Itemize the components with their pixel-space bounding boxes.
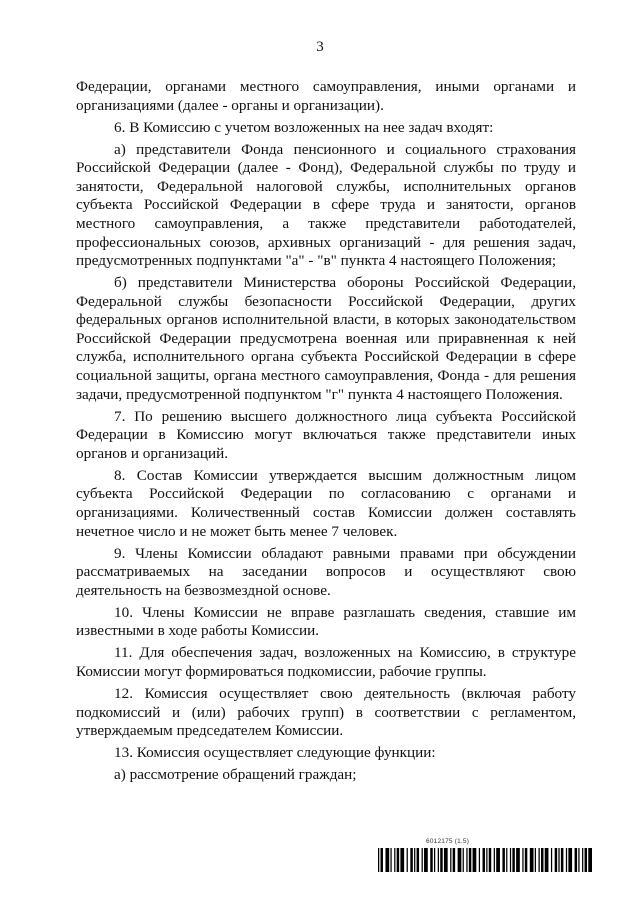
barcode-bar <box>566 848 567 872</box>
paragraph: а) рассмотрение обращений граждан; <box>114 766 357 784</box>
barcode-bar <box>525 848 527 872</box>
barcode-bar <box>466 848 467 872</box>
barcode-bar <box>378 848 379 872</box>
barcode-bar <box>394 848 395 872</box>
barcode-bar <box>568 848 572 872</box>
barcode-bar <box>438 848 439 872</box>
barcode-bar <box>578 848 579 872</box>
barcode-bar <box>450 848 451 872</box>
barcode-bar <box>575 848 577 872</box>
barcode-bar <box>510 848 511 872</box>
barcode-bar <box>410 848 412 872</box>
barcode-bar <box>483 848 485 872</box>
barcode-bar <box>444 848 448 872</box>
barcode-bar <box>486 848 487 872</box>
paragraph: 9. Члены Комиссии обладают равными правами при обсуждении рассматриваемых на заседании вопросов и осуществляют свою деятельность на безвозмездной основе. <box>76 544 576 599</box>
barcode-bar <box>414 848 415 872</box>
paragraph: 6. В Комиссию с учетом возложенных на нее задач входят: <box>114 118 494 136</box>
barcode-bar <box>407 848 408 872</box>
paragraph: 7. По решению высшего должностного лица субъекта Российской Федерации в Комиссию могут включаться также представители иных органов и организаций. <box>76 407 576 462</box>
barcode-bar <box>424 848 428 872</box>
barcode-bar <box>545 848 549 872</box>
paragraph: а) представители Фонда пенсионного и социального страхования Российской Федерации (далее - Фонд), Федеральной службы по труду и занятости, Федеральной налоговой службы, исполнительных органов субъекта Российской Федерации в сфере труда и занятости, органов местного самоуправления, а также представители работодателей, профессиональных союзов, архивных организаций - для решения задач, предусмотренных подпунктами "а" - "в" пункта 4 настоящего Положения; <box>76 140 576 270</box>
barcode-bar <box>585 848 587 872</box>
barcode-block <box>378 838 592 878</box>
barcode-bar <box>434 848 435 872</box>
barcode-bar <box>541 848 543 872</box>
barcode-bar <box>473 848 477 872</box>
document-body <box>76 78 576 788</box>
barcode-bar <box>535 848 536 872</box>
page-number: 3 <box>316 39 324 55</box>
barcode-bar <box>551 848 552 872</box>
barcode-bar <box>496 848 500 872</box>
barcode-bar <box>588 848 592 872</box>
barcode-bar <box>469 848 471 872</box>
barcode-bar <box>561 848 563 872</box>
barcode-bar <box>479 848 480 872</box>
barcode-bar <box>463 848 464 872</box>
barcode-bar <box>506 848 507 872</box>
barcode-label: 6012175 (1.5) <box>426 838 470 845</box>
barcode-bar <box>385 848 389 872</box>
barcode-bar <box>502 848 504 872</box>
barcode-bar <box>516 848 520 872</box>
paragraph: 12. Комиссия осуществляет свою деятельность (включая работу подкомиссий и (или) рабочих групп) в соответствии с регламентом, утверждаемым председателем Комиссии. <box>76 684 576 740</box>
barcode-bar <box>458 848 462 872</box>
barcode-bar <box>380 848 382 872</box>
barcode-bar <box>522 848 523 872</box>
paragraph: Федерации, органами местного самоуправления, иными органами и организациями (далее - органы и организации). <box>76 78 576 114</box>
barcode-bar <box>582 848 583 872</box>
barcode-bar <box>400 848 404 872</box>
barcode-bar <box>440 848 442 872</box>
barcode-bar <box>489 848 491 872</box>
barcode-bar <box>555 848 557 872</box>
barcode-bar <box>430 848 432 872</box>
barcode-bar <box>558 848 559 872</box>
barcode-bar <box>390 848 391 872</box>
paragraph: 11. Для обеспечения задач, возложенных на Комиссию, в структуре Комиссии могут формироваться подкомиссии, рабочие группы. <box>76 644 576 680</box>
barcode-bar <box>397 848 399 872</box>
paragraph: б) представители Министерства обороны Российской Федерации, Федеральной службы безопасности Российской Федерации, других федеральных органов исполнительной власти, в которых законодательством Российской Федерации предусмотрена военная или приравненная к ней служба, исполнительного органа субъекта Российской Федерации в сфере социальной защиты, органа местного самоуправления, Фонда - для решения задачи, предусмотренной подпунктом "г" пункта 4 настоящего Положения. <box>76 274 576 403</box>
barcode-bar <box>422 848 423 872</box>
barcode-bar <box>417 848 419 872</box>
barcode-bar <box>539 848 540 872</box>
barcode-bar <box>530 848 534 872</box>
barcode <box>378 848 592 872</box>
paragraph: 10. Члены Комиссии не вправе разглашать сведения, ставшие им известными в ходе работы Комиссии. <box>76 603 576 640</box>
barcode-bar <box>494 848 495 872</box>
paragraph: 8. Состав Комиссии утверждается высшим должностным лицом субъекта Российской Федерации по согласованию с органами и организациями. Количественный состав Комиссии должен составлять нечетное число и не может быть менее 7 человек. <box>76 466 576 540</box>
barcode-bar <box>453 848 455 872</box>
paragraph: 13. Комиссия осуществляет следующие функции: <box>114 744 436 762</box>
barcode-bar <box>512 848 514 872</box>
